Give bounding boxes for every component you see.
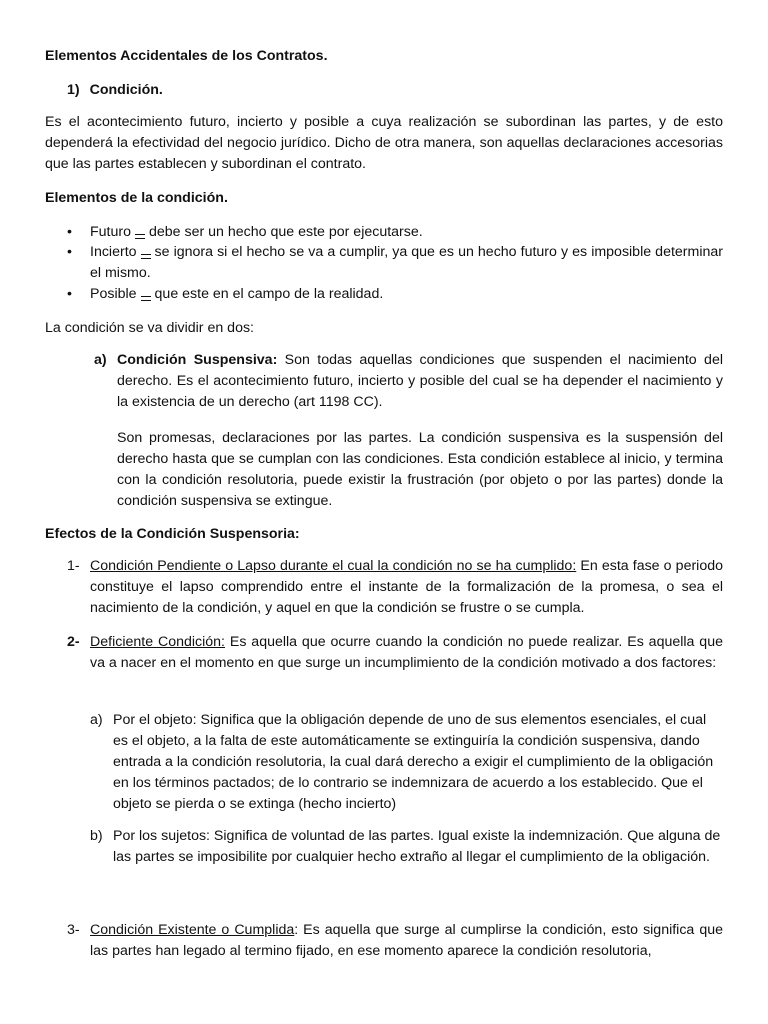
- elements-heading: Elementos de la condición.: [45, 190, 228, 206]
- effect-text: Es aquella que ocurre cuando la condición no puede realizar. Es aquella que va a nacer en el momento en que surge un incumplimiento de la condición motivado a dos factores:: [90, 634, 723, 671]
- arrow-icon: [135, 234, 145, 239]
- arrow-icon: [141, 254, 151, 259]
- effect-number: 2-: [67, 634, 80, 650]
- item-marker: a): [94, 352, 107, 368]
- suspensive-paragraph: [117, 350, 723, 413]
- bullet-term: Posible: [90, 286, 137, 302]
- bullet-icon: •: [67, 224, 72, 240]
- bullet-text: debe ser un hecho que este por ejecutarse.: [149, 224, 423, 240]
- effect-2-sub-a: [90, 710, 723, 815]
- effect-item-1: [67, 556, 723, 619]
- effect-text: : Es aquella que surge al cumplirse la condición, esto significa que las partes han legado al termino fijado, en ese momento aparece la condición resolutoria,: [90, 922, 723, 959]
- effect-paragraph: [90, 556, 723, 619]
- suspensive-paragraph-2: Son promesas, declaraciones por las partes. La condición suspensiva es la suspensión del derecho hasta que se cumplan con las condiciones. Esta condición establece al inicio, y termina con la condición resolutoria, puede existir la frustración (por objeto o por las partes) donde la condición suspensiva se extingue.: [117, 430, 723, 509]
- sub-marker: b): [90, 828, 103, 844]
- document-heading: Elementos Accidentales de los Contratos.: [45, 48, 328, 64]
- bullet-term: Futuro: [90, 224, 132, 240]
- section-title-text: Condición.: [89, 82, 163, 98]
- bullet-term: Incierto: [90, 244, 137, 260]
- division-intro: La condición se va dividir en dos:: [45, 320, 254, 336]
- effect-item-3: [67, 920, 723, 962]
- suspensive-item: [94, 350, 723, 413]
- effect-2-sub-b: [90, 826, 723, 868]
- suspensive-title: Condición Suspensiva:: [117, 352, 278, 368]
- effect-title: Deficiente Condición:: [90, 634, 225, 650]
- effect-number: 1-: [67, 558, 80, 574]
- sub-paragraph: Por los sujetos: Significa de voluntad de las partes. Igual existe la indemnización. Que alguna de las partes se imposibilite por cualquier hecho extraño al llegar el cumplimiento de la obligación.: [113, 828, 721, 865]
- list-item: [67, 242, 723, 284]
- effect-number: 3-: [67, 922, 80, 938]
- list-item: [67, 284, 723, 305]
- arrow-icon: [141, 296, 151, 301]
- sub-paragraph: Por el objeto: Significa que la obligación depende de uno de sus elementos esenciales, el cual es el objeto, a la falta de este automáticamente se extinguiría la condición suspensiva, dando entrada a la condición resolutoria, la cual dará derecho a exigir el cumplimiento de la obligación en los términos pactados; de lo contrario se indemnizara de acuerdo a los establecido. Que el objeto se pierda o se extinga (hecho incierto): [113, 712, 714, 812]
- effect-paragraph: [90, 920, 723, 962]
- section-number: 1): [67, 82, 80, 98]
- suspensive-text: Son todas aquellas condiciones que suspenden el nacimiento del derecho. Es el acontecimiento futuro, incierto y posible del cual se ha depender el nacimiento y la existencia de un derecho (art 1198 CC).: [117, 352, 723, 410]
- effect-item-2: [67, 632, 723, 674]
- section-title: [67, 80, 667, 101]
- effect-title: Condición Pendiente o Lapso durante el cual la condición no se ha cumplido:: [90, 558, 577, 574]
- definition-paragraph: Es el acontecimiento futuro, incierto y posible a cuya realización se subordinan las partes, y de esto dependerá la efectividad del negocio jurídico. Dicho de otra manera, son aquellas declaraciones accesorias que las partes establecen y subordinan el contrato.: [45, 114, 723, 172]
- bullet-text: se ignora si el hecho se va a cumplir, ya que es un hecho futuro y es imposible determinar el mismo.: [90, 244, 723, 281]
- effect-paragraph: [90, 632, 723, 674]
- effects-heading: Efectos de la Condición Suspensoria:: [45, 526, 300, 542]
- bullet-icon: •: [67, 244, 72, 260]
- bullet-text: que este en el campo de la realidad.: [154, 286, 384, 302]
- list-item: [67, 222, 723, 243]
- elements-list: [45, 222, 723, 306]
- sub-marker: a): [90, 712, 103, 728]
- effect-title: Condición Existente o Cumplida: [90, 922, 295, 938]
- effect-text: En esta fase o periodo constituye el lapso comprendido entre el instante de la formalización de la promesa, o sea el nacimiento de la condición, y aquel en que la condición se frustre o se cumpla.: [90, 558, 724, 616]
- bullet-icon: •: [67, 286, 72, 302]
